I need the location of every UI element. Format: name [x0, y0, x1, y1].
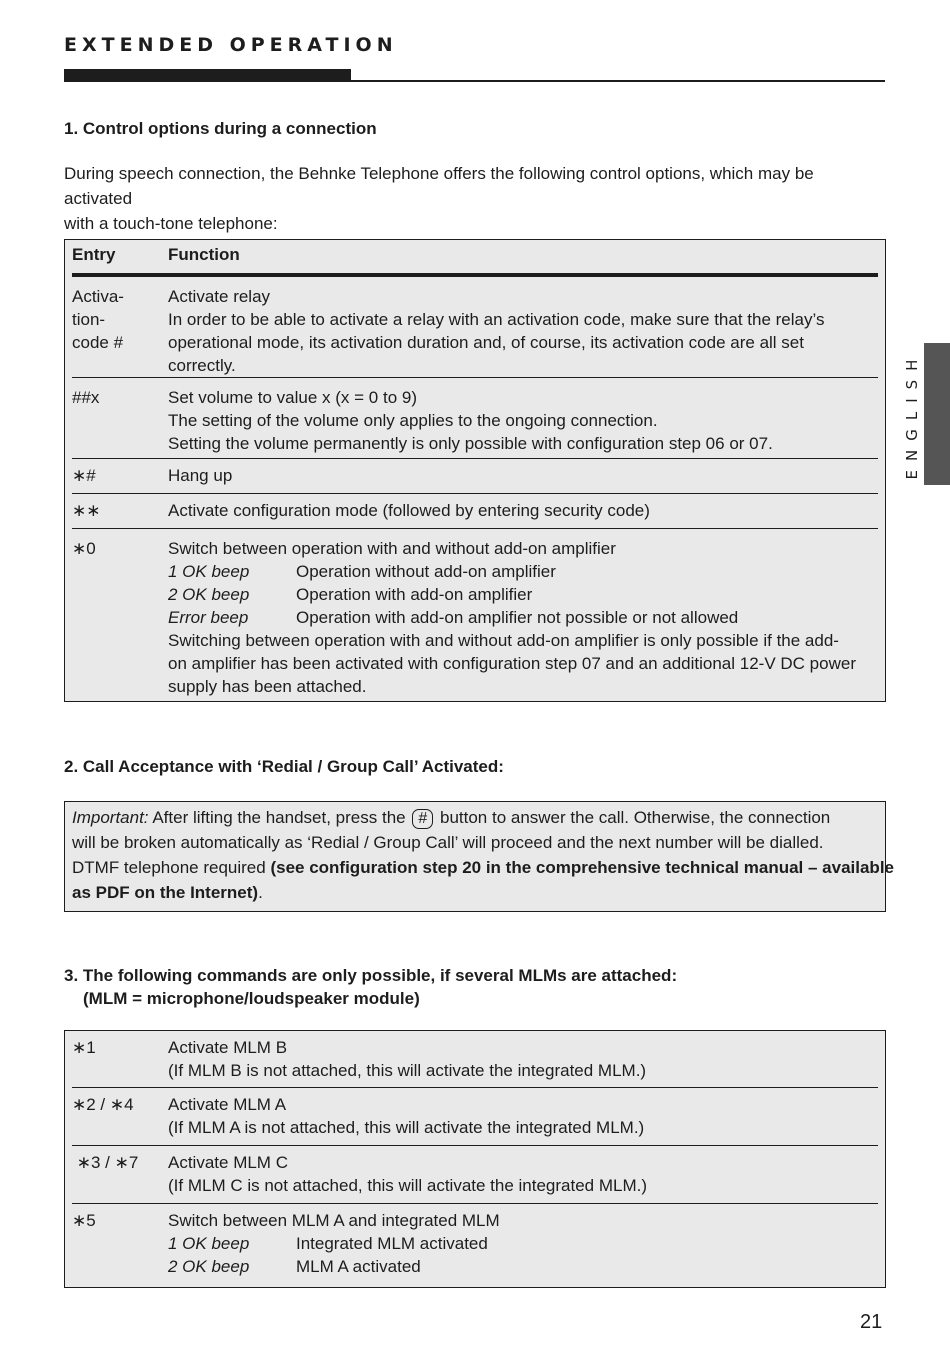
entry-cell — [72, 464, 162, 487]
function-line: on amplifier has been activated with configuration step 07 and an additional 12-V DC power — [168, 654, 856, 673]
function-cell — [168, 285, 880, 377]
beep-line — [168, 606, 880, 629]
entry-text: ∗# — [72, 466, 96, 485]
section3-heading — [64, 964, 677, 1010]
section1-intro — [64, 161, 886, 236]
table-row — [72, 1146, 878, 1204]
beep-text: Operation with add-on amplifier not possible or not allowed — [296, 608, 739, 627]
intro-line: with a touch-tone telephone: — [64, 214, 278, 233]
beep-label: 2 OK beep — [168, 585, 250, 604]
table-row — [72, 1088, 878, 1146]
function-line: operational mode, its activation duration and, of course, its activation code are all set — [168, 333, 804, 352]
function-line: Switching between operation with and without add-on amplifier is only possible if the add- — [168, 631, 839, 650]
entry-text: ##x — [72, 388, 100, 407]
entry-cell — [72, 386, 162, 409]
function-line: The setting of the volume only applies to the ongoing connection. — [168, 411, 658, 430]
table-row — [72, 1031, 878, 1088]
beep-label: 2 OK beep — [168, 1257, 250, 1276]
entry-cell — [72, 285, 162, 354]
function-cell — [168, 1151, 880, 1197]
beep-text: Integrated MLM activated — [296, 1234, 488, 1253]
page-title: EXTENDED OPERATION — [64, 34, 398, 56]
beep-label: 1 OK beep — [168, 562, 250, 581]
function-line: Activate configuration mode (followed by entering security code) — [168, 501, 650, 520]
section3-heading-line: (MLM = microphone/loudspeaker module) — [83, 989, 420, 1008]
function-line: supply has been attached. — [168, 677, 367, 696]
function-cell — [168, 1093, 880, 1139]
table-row — [72, 459, 878, 494]
beep-line — [168, 1255, 880, 1278]
function-line: Setting the volume permanently is only possible with configuration step 06 or 07. — [168, 434, 773, 453]
entry-text: ∗∗ — [72, 501, 101, 520]
entry-cell: ∗2 / ∗4 — [72, 1095, 134, 1114]
table-row — [72, 378, 878, 459]
hash-key-icon: # — [412, 809, 433, 829]
table-row — [72, 277, 878, 378]
function-line: Activate MLM A — [168, 1095, 287, 1114]
entry-cell: ∗5 — [72, 1211, 96, 1230]
function-line: Activate MLM B — [168, 1038, 288, 1057]
function-cell — [168, 1036, 880, 1082]
function-cell — [168, 499, 880, 522]
beep-label: Error beep — [168, 608, 249, 627]
note-text: After lifting the handset, press the — [152, 808, 406, 827]
function-line: (If MLM B is not attached, this will activate the integrated MLM.) — [168, 1061, 647, 1080]
function-line: Activate relay — [168, 287, 271, 306]
beep-text: MLM A activated — [296, 1257, 421, 1276]
note-line — [72, 880, 878, 905]
important-label: Important: — [72, 808, 149, 827]
header-rule-thin — [351, 80, 885, 82]
entry-cell — [72, 537, 162, 560]
beep-text: Operation with add-on amplifier — [296, 585, 533, 604]
mlm-commands-table — [64, 1030, 886, 1288]
section2-heading: 2. Call Acceptance with ‘Redial / Group Call’ Activated: — [64, 757, 504, 776]
function-line: correctly. — [168, 356, 236, 375]
table-header — [72, 240, 878, 277]
function-line: Activate MLM C — [168, 1153, 288, 1172]
beep-label: 1 OK beep — [168, 1234, 250, 1253]
function-line: Hang up — [168, 466, 233, 485]
column-header-entry: Entry — [72, 245, 116, 264]
table-row — [72, 1204, 878, 1284]
page-number: 21 — [860, 1311, 883, 1333]
intro-line: During speech connection, the Behnke Telephone offers the following control options, which may be activated — [64, 164, 814, 208]
entry-text: ∗0 — [72, 539, 96, 558]
table-row — [72, 494, 878, 529]
function-line: Switch between operation with and without add-on amplifier — [168, 539, 616, 558]
entry-cell: ∗1 — [72, 1038, 96, 1057]
note-text: button to answer the call. Otherwise, the connection — [439, 808, 831, 827]
note-line: will be broken automatically as ‘Redial / Group Call’ will proceed and the next number will be dialled. — [72, 833, 824, 852]
entry-text: code # — [72, 333, 124, 352]
header-rule-thick — [64, 69, 351, 82]
beep-line — [168, 560, 880, 583]
important-note-text — [72, 805, 894, 905]
function-line: Set volume to value x (x = 0 to 9) — [168, 388, 417, 407]
function-line: Switch between MLM A and integrated MLM — [168, 1211, 500, 1230]
language-label: ENGLISH — [903, 350, 921, 480]
language-tab-label — [902, 340, 922, 490]
entry-text: tion- — [72, 310, 106, 329]
function-line: (If MLM A is not attached, this will activate the integrated MLM.) — [168, 1118, 645, 1137]
beep-line — [168, 1232, 880, 1255]
note-text: DTMF telephone required — [72, 858, 266, 877]
section1-heading: 1. Control options during a connection — [64, 119, 377, 138]
note-line — [72, 805, 878, 830]
note-text: . — [258, 883, 263, 902]
note-bold-text: as PDF on the Internet) — [72, 883, 259, 902]
language-tab-marker — [924, 343, 950, 485]
note-line — [72, 855, 894, 880]
function-cell — [168, 386, 880, 455]
important-note-box — [64, 801, 894, 912]
entry-cell — [72, 499, 162, 522]
control-options-table — [64, 239, 886, 702]
function-cell — [168, 464, 880, 487]
column-header-function: Function — [168, 245, 240, 264]
beep-line — [168, 583, 880, 606]
section3-heading-line: 3. The following commands are only possible, if several MLMs are attached: — [64, 966, 678, 985]
beep-text: Operation without add-on amplifier — [296, 562, 556, 581]
function-cell — [168, 537, 880, 698]
entry-text: Activa- — [72, 287, 124, 306]
function-line: (If MLM C is not attached, this will activate the integrated MLM.) — [168, 1176, 648, 1195]
entry-cell: ∗3 / ∗7 — [72, 1153, 139, 1172]
function-line: In order to be able to activate a relay with an activation code, make sure that the relay’s — [168, 310, 825, 329]
function-cell — [168, 1209, 880, 1278]
table-row — [72, 529, 878, 699]
note-bold-text: (see configuration step 20 in the comprehensive technical manual – available — [270, 858, 894, 877]
